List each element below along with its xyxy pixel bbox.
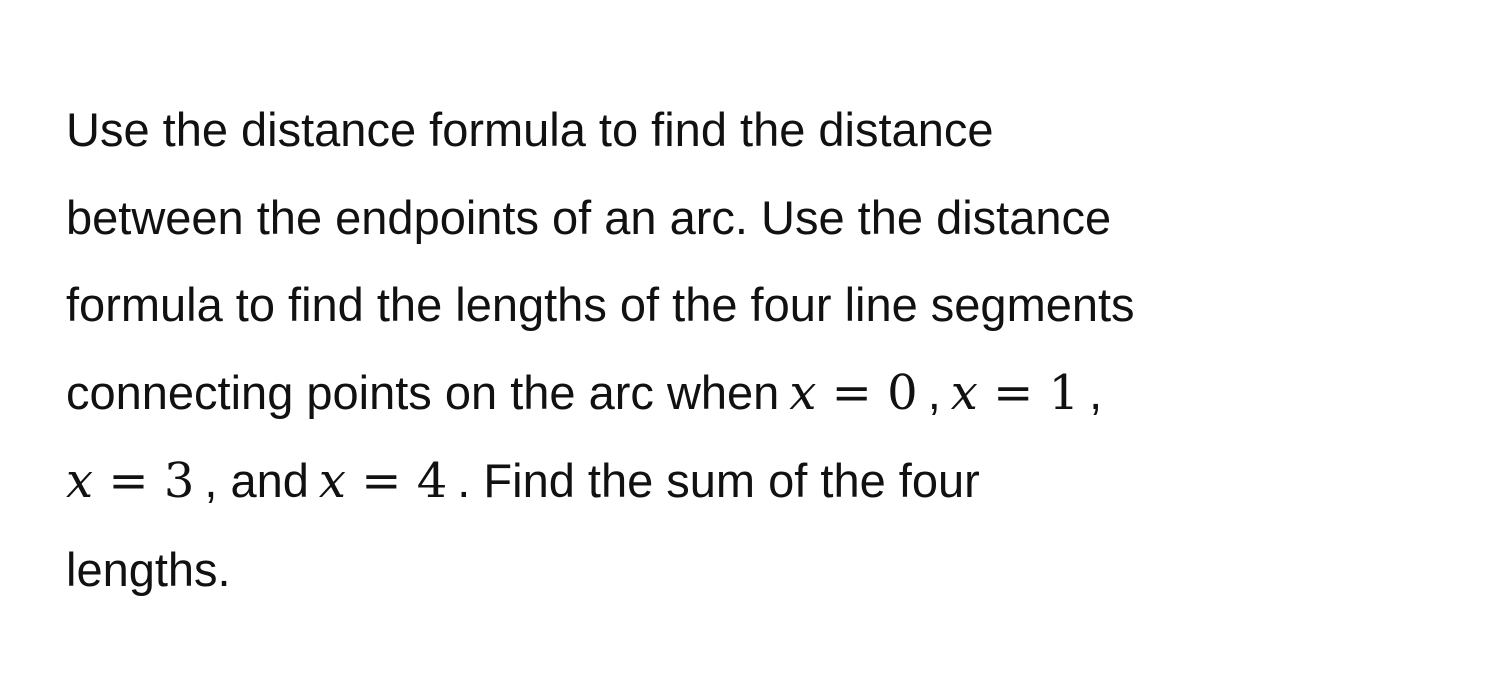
- comma: ,: [927, 365, 941, 419]
- problem-text: connecting points on the arc when: [66, 365, 780, 419]
- math-x-equals-1: x = 1: [950, 364, 1080, 421]
- problem-line-6: lengths.: [66, 542, 231, 596]
- problem-text: . Find the sum of the four: [457, 454, 980, 507]
- problem-line-5: [66, 437, 1466, 526]
- problem-statement: [66, 86, 1466, 613]
- problem-line-4: [66, 349, 1466, 438]
- problem-line-1: Use the distance formula to find the distance: [66, 103, 994, 156]
- math-x-equals-3: x = 3: [66, 453, 195, 509]
- and-text: , and: [204, 454, 309, 507]
- problem-line-2: between the endpoints of an arc. Use the distance: [66, 190, 1112, 244]
- math-x-equals-0: x = 0: [789, 364, 918, 421]
- math-x-equals-4: x = 4: [318, 453, 448, 509]
- comma: ,: [1089, 365, 1103, 419]
- problem-line-3: formula to find the lengths of the four line segments: [66, 278, 1135, 331]
